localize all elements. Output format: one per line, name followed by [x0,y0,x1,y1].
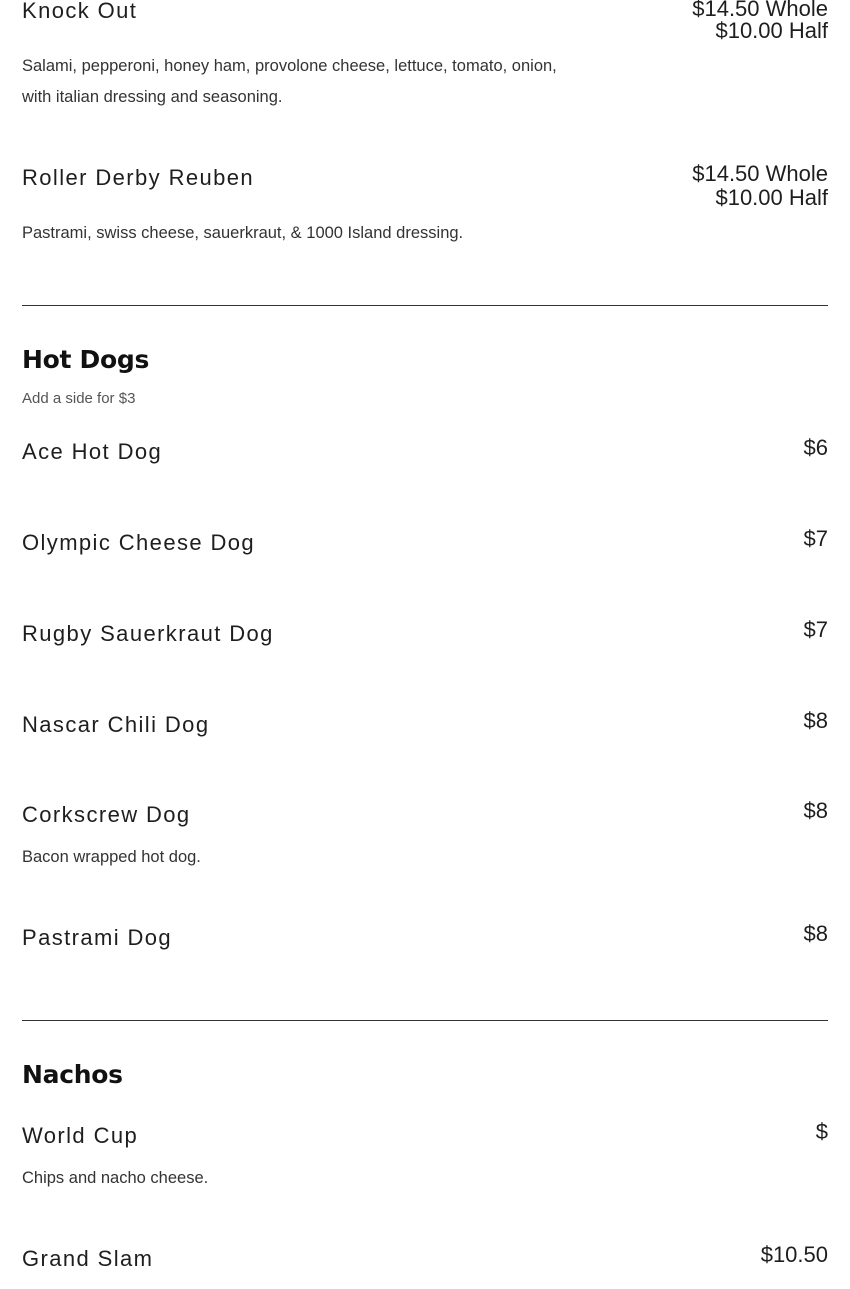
section-note: Add a side for $3 [22,390,136,407]
menu-item-name: Nascar Chili Dog [22,712,210,737]
menu-item-description [22,51,622,113]
menu-item-price-whole: $14.50 Whole [692,0,828,21]
menu-item-price: $7 [803,526,828,551]
menu-item-name: Corkscrew Dog [22,802,191,827]
menu-item-price: $10.50 [760,1242,828,1267]
menu-item-price-whole: $14.50 Whole [692,161,828,186]
section-divider [22,305,828,306]
section-title: Hot Dogs [22,345,150,374]
menu-item-price: $ [815,1119,828,1144]
menu-item-name: Rugby Sauerkraut Dog [22,621,274,646]
menu-item-description: Pastrami, swiss cheese, sauerkraut, & 1000 Island dressing. [22,224,464,242]
menu-item-name: Pastrami Dog [22,925,173,950]
menu-item-description: Chips and nacho cheese. [22,1169,209,1187]
menu-item-price: $7 [803,617,828,642]
menu-item-name: Roller Derby Reuben [22,165,255,190]
menu-item-name: Olympic Cheese Dog [22,530,256,555]
menu-item-price: $6 [803,435,828,460]
menu-item-price: $8 [803,921,828,946]
menu-item-name: World Cup [22,1123,139,1148]
section-title: Nachos [22,1060,123,1089]
menu-item-description-line: with italian dressing and seasoning. [22,88,283,106]
menu-item-name: Knock Out [22,0,138,23]
menu-item-description-line: Salami, pepperoni, honey ham, provolone cheese, lettuce, tomato, onion, [22,57,557,75]
section-divider [22,1020,828,1021]
menu-item-price-half: $10.00 Half [715,185,828,210]
menu-item-price-half: $10.00 Half [715,18,828,43]
menu-item-price: $8 [803,798,828,823]
menu-item-description: Bacon wrapped hot dog. [22,848,201,866]
menu-item-name: Ace Hot Dog [22,439,163,464]
menu-item-name: Grand Slam [22,1246,154,1271]
menu-item-price: $8 [803,708,828,733]
